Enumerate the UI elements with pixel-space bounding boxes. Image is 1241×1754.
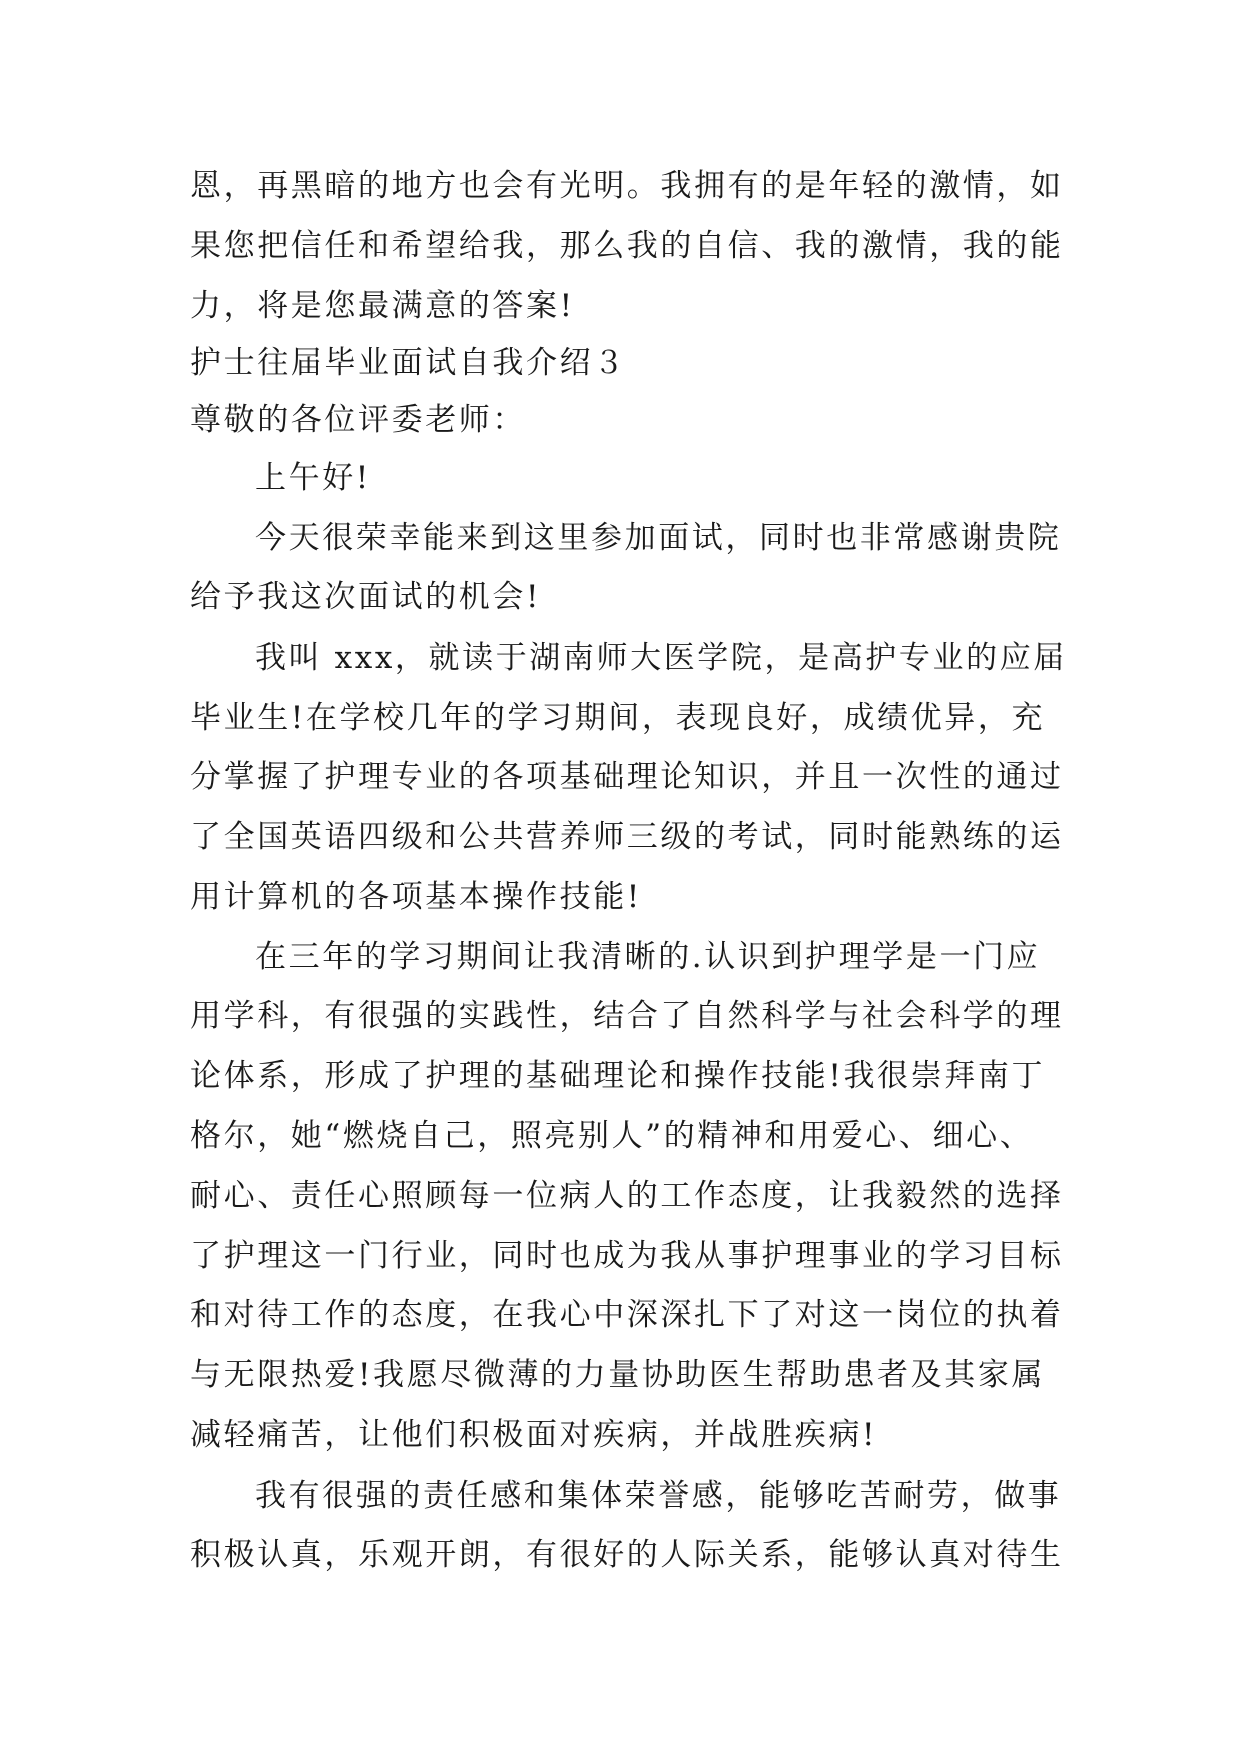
paragraph-line: 和对待工作的态度，在我心中深深扎下了对这一岗位的执着 bbox=[190, 1297, 1064, 1333]
paragraph-line: 今天很荣幸能来到这里参加面试，同时也非常感谢贵院 bbox=[255, 520, 1062, 556]
paragraph-line: 果您把信任和希望给我，那么我的自信、我的激情，我的能 bbox=[190, 228, 1064, 264]
paragraph-line: 我有很强的责任感和集体荣誉感，能够吃苦耐劳，做事 bbox=[255, 1478, 1062, 1514]
paragraph-line: 恩，再黑暗的地方也会有光明。我拥有的是年轻的激情，如 bbox=[190, 168, 1064, 204]
salutation: 尊敬的各位评委老师： bbox=[190, 402, 526, 438]
paragraph-line: 积极认真，乐观开朗，有很好的人际关系，能够认真对待生 bbox=[190, 1537, 1064, 1573]
paragraph-line: 我叫 xxx，就读于湖南师大医学院，是高护专业的应届 bbox=[255, 640, 1067, 676]
paragraph-line: 了护理这一门行业，同时也成为我从事护理事业的学习目标 bbox=[190, 1238, 1064, 1274]
paragraph-line: 力，将是您最满意的答案! bbox=[190, 288, 575, 324]
paragraph-line: 分掌握了护理专业的各项基础理论知识，并且一次性的通过 bbox=[190, 759, 1064, 795]
paragraph-line: 了全国英语四级和公共营养师三级的考试，同时能熟练的运 bbox=[190, 819, 1064, 855]
paragraph-line: 在三年的学习期间让我清晰的.认识到护理学是一门应 bbox=[255, 939, 1041, 975]
paragraph-line: 给予我这次面试的机会! bbox=[190, 579, 542, 615]
paragraph-line: 用计算机的各项基本操作技能! bbox=[190, 879, 642, 915]
paragraph-line: 用学科，有很强的实践性，结合了自然科学与社会科学的理 bbox=[190, 998, 1064, 1034]
paragraph-line: 减轻痛苦，让他们积极面对疾病，并战胜疾病! bbox=[190, 1417, 878, 1453]
paragraph-line: 论体系，形成了护理的基础理论和操作技能!我很崇拜南丁 bbox=[190, 1058, 1046, 1094]
paragraph-line: 格尔，她“燃烧自己，照亮别人”的精神和用爱心、细心、 bbox=[190, 1118, 1034, 1154]
section-heading: 护士往届毕业面试自我介绍３ bbox=[190, 345, 627, 381]
greeting: 上午好! bbox=[255, 460, 371, 496]
paragraph-line: 耐心、责任心照顾每一位病人的工作态度，让我毅然的选择 bbox=[190, 1178, 1064, 1214]
paragraph-line: 与无限热爱!我愿尽微薄的力量协助医生帮助患者及其家属 bbox=[190, 1357, 1046, 1393]
paragraph-line: 毕业生!在学校几年的学习期间，表现良好，成绩优异，充 bbox=[190, 700, 1046, 736]
